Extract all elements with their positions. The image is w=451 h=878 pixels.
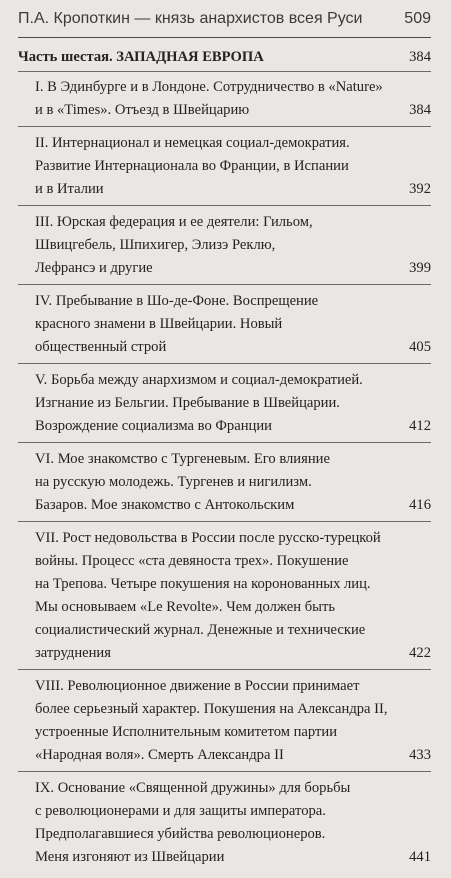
toc-entry (18, 132, 431, 206)
toc-entry-page: 392 (409, 181, 431, 197)
toc-entry-text: более серьезный характер. Покушения на Александра II, (35, 701, 388, 717)
toc-entry-line (35, 211, 397, 234)
toc-entry-text: VII. Рост недовольства в России после русско-турецкой (35, 530, 381, 546)
toc-entry-page: 433 (409, 747, 431, 763)
toc-entry-text: Мы основываем «Le Revolte». Чем должен быть (35, 599, 335, 615)
toc-entry (18, 527, 431, 670)
toc-entry-text: Возрождение социализма во Франции (35, 418, 272, 434)
toc-entry-page: 416 (409, 497, 431, 513)
toc-entry-line (35, 596, 397, 619)
toc-entry (18, 675, 431, 772)
toc-entry-text: Базаров. Мое знакомство с Антокольским (35, 497, 295, 513)
toc-entry-line (35, 448, 397, 471)
toc-entry (18, 448, 431, 522)
toc-entry-text: IX. Основание «Священной дружины» для борьбы (35, 780, 351, 796)
running-title: П.А. Кропоткин — князь анархистов всея Руси (18, 10, 363, 27)
toc-entry-page: 412 (409, 418, 431, 434)
toc-entry-text: III. Юрская федерация и ее деятели: Гильом, (35, 214, 313, 230)
toc-entry-line (35, 369, 397, 392)
toc-entry-line (35, 675, 397, 698)
toc-entry-text: Предполагавшиеся убийства революционеров. (35, 826, 326, 842)
toc-entry-line (35, 392, 397, 415)
toc-entry-page: 422 (409, 645, 431, 661)
toc-entry-text: устроенные Исполнительным комитетом партии (35, 724, 338, 740)
toc-entry-text: VIII. Революционное движение в России принимает (35, 678, 360, 694)
toc-entry-page: 399 (409, 260, 431, 276)
toc-entry-page: 441 (409, 849, 431, 865)
toc-entry-text: общественный строй (35, 339, 167, 355)
toc-entry-line (35, 132, 397, 155)
toc-entry-text: и в «Times». Отъезд в Швейцарию (35, 102, 250, 118)
toc-entry-text: «Народная воля». Смерть Александра II (35, 747, 284, 763)
toc-entry (18, 211, 431, 285)
toc-entry-text: VI. Мое знакомство с Тургеневым. Его влияние (35, 451, 330, 467)
toc-entry-text: и в Италии (35, 181, 104, 197)
toc-entry-line (35, 642, 397, 665)
header-divider (18, 37, 431, 38)
toc-entry-text: IV. Пребывание в Шо-де-Фоне. Воспрещение (35, 293, 319, 309)
toc-entry-line (35, 573, 397, 596)
page-number: 509 (404, 10, 431, 27)
toc-entry-text: Меня изгоняют из Швейцарии (35, 849, 225, 865)
toc-entry-text: Лефрансэ и другие (35, 260, 153, 276)
toc-entry-text: I. В Эдинбурге и в Лондоне. Сотрудничество в «Nature» (35, 79, 383, 95)
toc-entry (18, 369, 431, 443)
toc-entry-line (35, 76, 397, 99)
toc-entry-line (35, 494, 397, 517)
running-header (18, 10, 431, 36)
toc-entry-line (35, 721, 397, 744)
toc-entry-line (35, 257, 397, 280)
toc-entry-text: II. Интернационал и немецкая социал-демократия. (35, 135, 350, 151)
toc-entry-page: 405 (409, 339, 431, 355)
section-page: 384 (409, 49, 431, 65)
toc-entry-line (35, 336, 397, 359)
toc-entry-text: красного знамени в Швейцарии. Новый (35, 316, 283, 332)
toc-entry-line (35, 823, 397, 846)
toc-entry-page: 384 (409, 102, 431, 118)
toc-entry-line (35, 415, 397, 438)
toc-entry-line (35, 619, 397, 642)
toc-entry-line (35, 290, 397, 313)
toc-entry-line (35, 777, 397, 800)
toc-entry-text: войны. Процесс «ста девяноста трех». Покушение (35, 553, 349, 569)
toc-entry-line (35, 313, 397, 336)
toc-entry-line (35, 471, 397, 494)
toc-entry-line (35, 527, 397, 550)
toc-entry-text: Швицгебель, Шпихигер, Элизэ Реклю, (35, 237, 276, 253)
toc-entry-line (35, 744, 397, 767)
toc-entries (18, 76, 431, 873)
toc-entry (18, 76, 431, 127)
table-of-contents (18, 46, 431, 878)
toc-entry (18, 777, 431, 873)
toc-entry-text: с революционерами и для защиты императора. (35, 803, 326, 819)
toc-entry-text: затруднения (35, 645, 111, 661)
toc-entry-text: социалистический журнал. Денежные и технические (35, 622, 366, 638)
section-title: Часть шестая. ЗАПАДНАЯ ЕВРОПА (18, 49, 264, 65)
toc-entry-line (35, 155, 397, 178)
section-heading (18, 46, 431, 72)
toc-entry-text: V. Борьба между анархизмом и социал-демократией. (35, 372, 363, 388)
toc-entry-line (35, 698, 397, 721)
toc-entry-line (35, 550, 397, 573)
toc-entry-line (35, 178, 397, 201)
toc-entry-line (35, 846, 397, 869)
toc-entry-text: Развитие Интернационала во Франции, в Испании (35, 158, 349, 174)
toc-entry-text: на русскую молодежь. Тургенев и нигилизм. (35, 474, 312, 490)
toc-entry-text: на Трепова. Четыре покушения на коронованных лиц. (35, 576, 371, 592)
toc-entry-line (35, 99, 397, 122)
toc-entry (18, 290, 431, 364)
toc-entry-line (35, 234, 397, 257)
toc-entry-text: Изгнание из Бельгии. Пребывание в Швейцарии. (35, 395, 340, 411)
toc-entry-line (35, 800, 397, 823)
